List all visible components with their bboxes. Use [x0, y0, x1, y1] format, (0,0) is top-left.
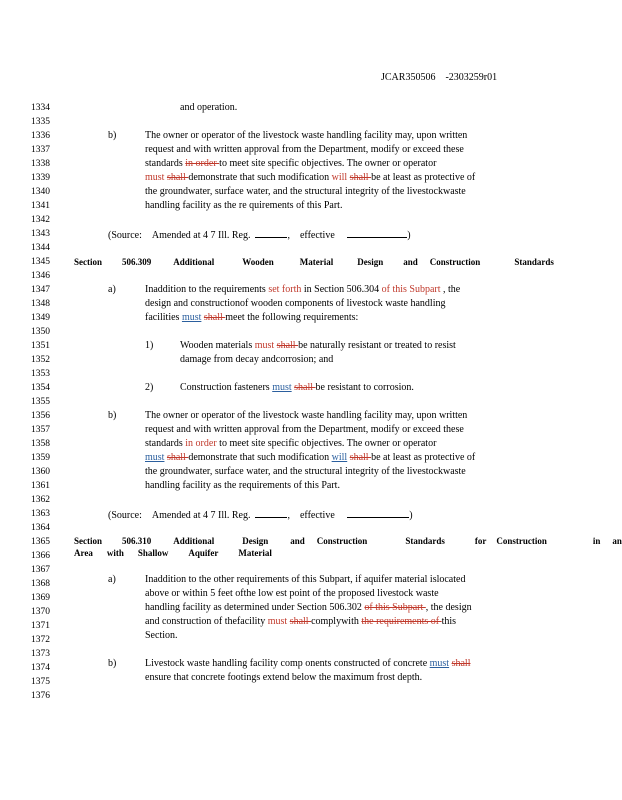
- paragraph-line: damage from decay andcorrosion; and: [180, 354, 334, 365]
- inserted-text: will: [331, 452, 348, 463]
- continued-text: and operation.: [180, 102, 238, 113]
- line-number: 1360: [31, 467, 50, 477]
- inserted-text: must: [429, 658, 450, 669]
- line-number: 1371: [31, 621, 50, 631]
- line-number: 1366: [31, 551, 50, 561]
- inserted-text: must: [145, 452, 165, 463]
- line-number: 1343: [31, 229, 50, 239]
- line-number: 1336: [31, 131, 50, 141]
- line-number: 1342: [31, 215, 50, 225]
- paragraph-line: must shall demonstrate that such modification will shall be at least as protective of: [145, 452, 476, 463]
- line-number: 1355: [31, 397, 50, 407]
- inserted-text: must: [267, 616, 288, 627]
- line-number: 1368: [31, 579, 50, 589]
- paragraph-line: Inaddition to the other requirements of this Subpart, if aquifer material islocated: [145, 574, 466, 585]
- line-number: 1363: [31, 509, 50, 519]
- inserted-text: must: [254, 340, 275, 351]
- paragraph-line: request and with written approval from the Department, modify or exceed these: [145, 144, 464, 155]
- paragraph-line: handling facility as the re quirements of this Part.: [145, 200, 343, 211]
- inserted-text: will: [331, 172, 348, 183]
- line-number: 1349: [31, 313, 50, 323]
- item-label: b): [108, 410, 117, 421]
- inserted-text: must: [145, 172, 165, 183]
- deleted-text: the requirements of: [361, 616, 442, 627]
- deleted-text: shall: [166, 452, 189, 463]
- deleted-text: in order: [185, 158, 220, 169]
- item-label: a): [108, 574, 116, 585]
- line-number: 1334: [31, 103, 50, 113]
- paragraph-line: must shall demonstrate that such modification will shall be at least as protective of: [145, 172, 476, 183]
- section-heading-continued: Area with Shallow Aquifer Material: [74, 548, 272, 558]
- paragraph-line: and construction of thefacility must shall complywith the requirements of this: [145, 616, 457, 627]
- paragraph-line: Section.: [145, 630, 178, 641]
- paragraph-line: Inaddition to the requirements set forth in Section 506.304 of this Subpart , the: [145, 284, 461, 295]
- paragraph-line: above or within 5 feet ofthe low est point of the proposed livestock waste: [145, 588, 439, 599]
- line-number: 1376: [31, 691, 50, 701]
- line-number: 1367: [31, 565, 50, 575]
- item-label: 1): [145, 340, 154, 351]
- line-number: 1345: [31, 257, 50, 267]
- line-number: 1374: [31, 663, 50, 673]
- inserted-text: in order: [185, 438, 217, 449]
- inserted-text: must: [181, 312, 202, 323]
- line-number: 1370: [31, 607, 50, 617]
- paragraph-line: the groundwater, surface water, and the structural integrity of the livestockwaste: [145, 186, 466, 197]
- paragraph-line: handling facility as the requirements of this Part.: [145, 480, 340, 491]
- line-number: 1372: [31, 635, 50, 645]
- paragraph-line: design and constructionof wooden components of livestock waste handling: [145, 298, 446, 309]
- paragraph-line: Wooden materials must shall be naturally resistant or treated to resist: [180, 340, 456, 351]
- line-number: 1339: [31, 173, 50, 183]
- paragraph-line: Livestock waste handling facility comp onents constructed of concrete must shall: [145, 658, 471, 669]
- line-number: 1373: [31, 649, 50, 659]
- line-number: 1347: [31, 285, 50, 295]
- line-number: 1357: [31, 425, 50, 435]
- paragraph-line: ensure that concrete footings extend below the maximum frost depth.: [145, 672, 423, 683]
- deleted-text: of this Subpart: [364, 602, 426, 613]
- line-number: 1344: [31, 243, 50, 253]
- source-note: (Source: Amended at 4 7 Ill. Reg. , effective ): [108, 510, 413, 521]
- line-number: 1340: [31, 187, 50, 197]
- line-number: 1350: [31, 327, 50, 337]
- line-number: 1356: [31, 411, 50, 421]
- line-number: 1364: [31, 523, 50, 533]
- paragraph-line: The owner or operator of the livestock waste handling facility may, upon written: [145, 410, 468, 421]
- deleted-text: shall: [349, 452, 372, 463]
- line-number: 1351: [31, 341, 50, 351]
- inserted-text: must: [272, 382, 292, 393]
- deleted-text: shall: [349, 172, 372, 183]
- deleted-text: shall: [451, 658, 471, 669]
- line-number: 1353: [31, 369, 50, 379]
- line-number: 1338: [31, 159, 50, 169]
- source-note: (Source: Amended at 4 7 Ill. Reg. , effective ): [108, 230, 411, 241]
- deleted-text: shall: [294, 382, 316, 393]
- paragraph-line: handling facility as determined under Section 506.302 of this Subpart , the design: [145, 602, 472, 613]
- paragraph-line: standards in order to meet site specific objectives. The owner or operator: [145, 438, 437, 449]
- line-number: 1361: [31, 481, 50, 491]
- paragraph-line: facilities must shall meet the following requirements:: [145, 312, 359, 323]
- paragraph-line: standards in order to meet site specific objectives. The owner or operator: [145, 158, 437, 169]
- document-id: JCAR350506 -2303259r01: [381, 72, 498, 83]
- line-number: 1352: [31, 355, 50, 365]
- line-number: 1346: [31, 271, 50, 281]
- line-number: 1337: [31, 145, 50, 155]
- line-number: 1358: [31, 439, 50, 449]
- line-number: 1335: [31, 117, 50, 127]
- paragraph-line: request and with written approval from the Department, modify or exceed these: [145, 424, 464, 435]
- deleted-text: shall: [203, 312, 226, 323]
- section-heading: Section 506.309 Additional Wooden Material Design and Construction Standards: [74, 257, 554, 267]
- item-label: 2): [145, 382, 154, 393]
- line-number: 1341: [31, 201, 50, 211]
- line-number: 1359: [31, 453, 50, 463]
- line-number: 1365: [31, 537, 50, 547]
- item-label: b): [108, 658, 117, 669]
- inserted-text: of this Subpart: [381, 284, 441, 295]
- line-number: 1354: [31, 383, 50, 393]
- inserted-text: set forth: [268, 284, 302, 295]
- paragraph-line: Construction fasteners must shall be resistant to corrosion.: [180, 382, 414, 393]
- item-label: a): [108, 284, 116, 295]
- line-number: 1362: [31, 495, 50, 505]
- paragraph-line: the groundwater, surface water, and the structural integrity of the livestockwaste: [145, 466, 466, 477]
- line-number: 1348: [31, 299, 50, 309]
- deleted-text: shall: [166, 172, 189, 183]
- item-label: b): [108, 130, 117, 141]
- line-number: 1369: [31, 593, 50, 603]
- deleted-text: shall: [289, 616, 312, 627]
- line-number: 1375: [31, 677, 50, 687]
- section-heading: Section 506.310 Additional Design and Construction Standards for Construction in an: [74, 536, 622, 546]
- deleted-text: shall: [276, 340, 299, 351]
- paragraph-line: The owner or operator of the livestock waste handling facility may, upon written: [145, 130, 468, 141]
